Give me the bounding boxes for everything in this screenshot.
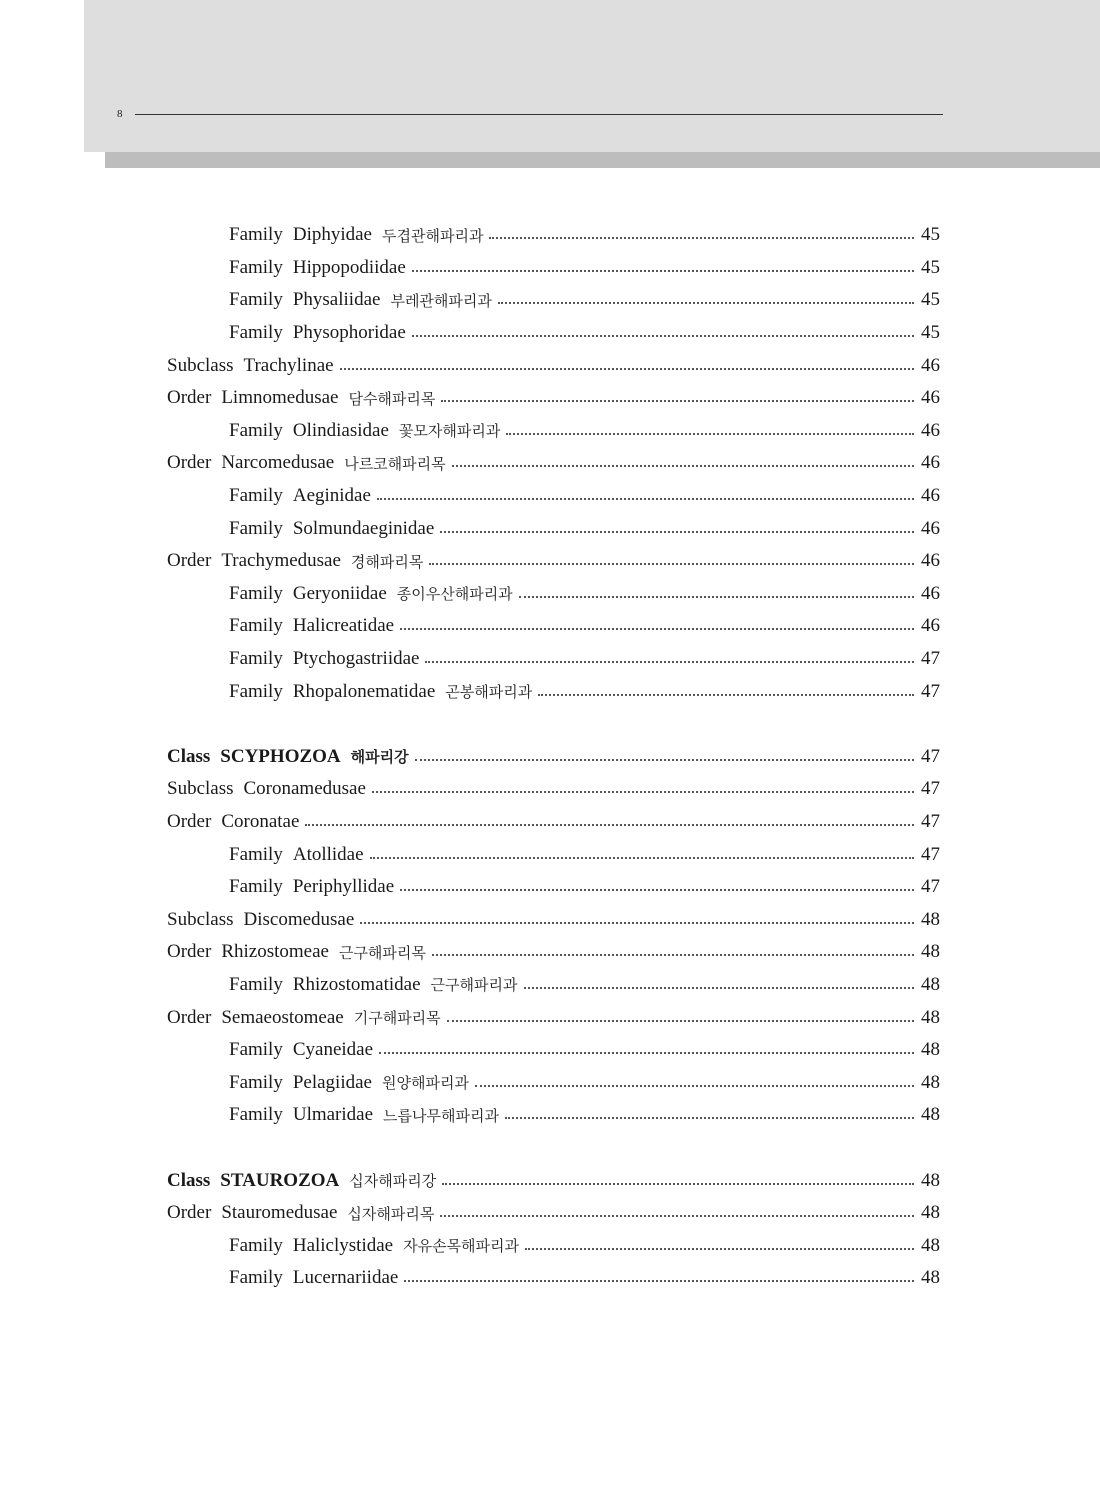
toc-entry[interactable] xyxy=(167,415,940,448)
toc-rank: Order xyxy=(167,1202,212,1224)
toc-entry[interactable] xyxy=(167,1099,940,1132)
toc-page-number: 48 xyxy=(921,1039,940,1061)
header-band xyxy=(84,0,1100,152)
toc-page-number: 46 xyxy=(921,452,940,474)
toc-page-number: 47 xyxy=(921,843,940,865)
dot-leader xyxy=(429,563,914,565)
toc-page-number: 46 xyxy=(921,354,940,376)
toc-scientific-name: STAUROZOA xyxy=(220,1169,340,1191)
dot-leader xyxy=(506,433,914,435)
toc-scientific-name: Diphyidae xyxy=(292,224,372,246)
toc-rank: Family xyxy=(229,1267,283,1289)
toc-entry[interactable] xyxy=(167,675,940,708)
toc-korean-name: 원양해파리과 xyxy=(381,1074,469,1093)
toc-scientific-name: Rhizostomeae xyxy=(221,941,329,963)
toc-entry[interactable] xyxy=(167,610,940,643)
toc-entry[interactable] xyxy=(167,317,940,350)
toc-page-number: 48 xyxy=(921,1169,940,1191)
toc-scientific-name: Narcomedusae xyxy=(221,452,335,474)
table-of-contents xyxy=(167,219,940,1295)
toc-page-number: 47 xyxy=(921,648,940,670)
dot-leader xyxy=(475,1085,914,1087)
toc-korean-name: 경해파리목 xyxy=(350,552,424,571)
toc-entry[interactable] xyxy=(167,741,940,774)
toc-entry[interactable] xyxy=(167,284,940,317)
toc-page-number: 46 xyxy=(921,419,940,441)
toc-page-number: 48 xyxy=(921,973,940,995)
dot-leader xyxy=(519,596,914,598)
toc-rank: Class xyxy=(167,745,211,767)
dot-leader xyxy=(442,1183,914,1185)
toc-page-number: 48 xyxy=(921,1006,940,1028)
toc-page-number: 47 xyxy=(921,810,940,832)
toc-entry[interactable] xyxy=(167,806,940,839)
dot-leader xyxy=(524,987,915,989)
toc-rank: Family xyxy=(229,419,283,441)
toc-entry[interactable] xyxy=(167,1001,940,1034)
toc-korean-name: 두겹관해파리과 xyxy=(382,226,484,245)
toc-rank: Order xyxy=(167,550,212,572)
toc-rank: Family xyxy=(229,322,283,344)
toc-scientific-name: Geryoniidae xyxy=(292,582,387,604)
toc-scientific-name: Lucernariidae xyxy=(292,1267,399,1289)
toc-page-number: 45 xyxy=(921,256,940,278)
toc-rank: Family xyxy=(229,973,283,995)
dot-leader xyxy=(404,1280,914,1282)
toc-scientific-name: Rhopalonematidae xyxy=(292,680,436,702)
toc-entry[interactable] xyxy=(167,1262,940,1295)
toc-entry[interactable] xyxy=(167,1197,940,1230)
toc-page-number: 47 xyxy=(921,680,940,702)
dot-leader xyxy=(372,791,914,793)
toc-scientific-name: Stauromedusae xyxy=(221,1202,338,1224)
toc-rank: Family xyxy=(229,1104,283,1126)
toc-scientific-name: Physophoridae xyxy=(292,322,406,344)
toc-rank: Subclass xyxy=(167,778,234,800)
dot-leader xyxy=(415,759,914,761)
toc-korean-name: 자유손목해파리과 xyxy=(403,1237,520,1256)
toc-korean-name: 나르코해파리목 xyxy=(344,454,446,473)
toc-entry[interactable] xyxy=(167,1164,940,1197)
dot-leader xyxy=(505,1117,914,1119)
page-number: 8 xyxy=(117,108,123,120)
toc-page-number: 47 xyxy=(921,778,940,800)
dot-leader xyxy=(305,824,914,826)
toc-scientific-name: Cyaneidae xyxy=(292,1039,374,1061)
toc-rank: Family xyxy=(229,1039,283,1061)
toc-entry[interactable] xyxy=(167,838,940,871)
toc-korean-name: 근구해파리목 xyxy=(338,943,426,962)
toc-rank: Family xyxy=(229,256,283,278)
toc-entry[interactable] xyxy=(167,447,940,480)
toc-entry[interactable] xyxy=(167,219,940,252)
toc-rank: Family xyxy=(229,517,283,539)
toc-entry[interactable] xyxy=(167,480,940,513)
toc-scientific-name: Hippopodiidae xyxy=(292,256,406,278)
toc-rank: Family xyxy=(229,224,283,246)
dot-leader xyxy=(440,1215,914,1217)
toc-page-number: 45 xyxy=(921,224,940,246)
dot-leader xyxy=(400,628,914,630)
toc-rank: Order xyxy=(167,387,212,409)
toc-scientific-name: Limnomedusae xyxy=(221,387,339,409)
toc-scientific-name: Semaeostomeae xyxy=(221,1006,344,1028)
toc-rank: Order xyxy=(167,452,212,474)
toc-page-number: 46 xyxy=(921,582,940,604)
toc-page-number: 47 xyxy=(921,745,940,767)
dot-leader xyxy=(412,335,914,337)
toc-rank: Order xyxy=(167,941,212,963)
toc-scientific-name: Trachymedusae xyxy=(221,550,341,572)
toc-entry[interactable] xyxy=(167,382,940,415)
toc-rank: Family xyxy=(229,876,283,898)
toc-rank: Family xyxy=(229,485,283,507)
toc-rank: Family xyxy=(229,843,283,865)
dot-leader xyxy=(432,954,914,956)
section-gap xyxy=(167,708,940,741)
toc-rank: Subclass xyxy=(167,908,234,930)
dot-leader xyxy=(340,368,914,370)
toc-page-number: 46 xyxy=(921,485,940,507)
dot-leader xyxy=(441,400,914,402)
toc-rank: Order xyxy=(167,1006,212,1028)
toc-rank: Family xyxy=(229,1234,283,1256)
header-shadow-bar xyxy=(105,152,1100,168)
toc-rank: Family xyxy=(229,615,283,637)
toc-entry[interactable] xyxy=(167,545,940,578)
toc-page-number: 48 xyxy=(921,1202,940,1224)
toc-korean-name: 해파리강 xyxy=(350,748,409,767)
toc-scientific-name: Pelagiidae xyxy=(292,1071,372,1093)
section-gap xyxy=(167,1132,940,1165)
toc-rank: Family xyxy=(229,582,283,604)
toc-scientific-name: Atollidae xyxy=(292,843,364,865)
toc-page-number: 46 xyxy=(921,387,940,409)
toc-rank: Family xyxy=(229,648,283,670)
dot-leader xyxy=(525,1248,914,1250)
toc-entry[interactable] xyxy=(167,1034,940,1067)
toc-page-number: 45 xyxy=(921,289,940,311)
toc-korean-name: 담수해파리목 xyxy=(348,389,436,408)
toc-entry[interactable] xyxy=(167,643,940,676)
toc-entry[interactable] xyxy=(167,252,940,285)
dot-leader xyxy=(412,270,914,272)
toc-page-number: 48 xyxy=(921,1071,940,1093)
toc-page-number: 45 xyxy=(921,322,940,344)
dot-leader xyxy=(379,1052,914,1054)
toc-rank: Subclass xyxy=(167,354,234,376)
toc-entry[interactable] xyxy=(167,578,940,611)
toc-scientific-name: Coronamedusae xyxy=(243,778,366,800)
toc-korean-name: 기구해파리목 xyxy=(353,1009,441,1028)
toc-scientific-name: Discomedusae xyxy=(243,908,355,930)
toc-page-number: 46 xyxy=(921,550,940,572)
toc-page-number: 47 xyxy=(921,876,940,898)
toc-page-number: 48 xyxy=(921,908,940,930)
toc-rank: Order xyxy=(167,810,212,832)
toc-page-number: 48 xyxy=(921,1104,940,1126)
toc-entry[interactable] xyxy=(167,1229,940,1262)
toc-scientific-name: Periphyllidae xyxy=(292,876,395,898)
toc-scientific-name: SCYPHOZOA xyxy=(220,745,341,767)
toc-scientific-name: Haliclystidae xyxy=(292,1234,394,1256)
dot-leader xyxy=(498,302,914,304)
dot-leader xyxy=(425,661,914,663)
toc-korean-name: 종이우산해파리과 xyxy=(396,585,513,604)
toc-scientific-name: Rhizostomatidae xyxy=(292,973,421,995)
toc-page-number: 48 xyxy=(921,1267,940,1289)
toc-entry[interactable] xyxy=(167,969,940,1002)
toc-scientific-name: Ptychogastriidae xyxy=(292,648,420,670)
toc-page-number: 46 xyxy=(921,517,940,539)
toc-scientific-name: Solmundaeginidae xyxy=(292,517,435,539)
toc-korean-name: 곤봉해파리과 xyxy=(445,683,533,702)
toc-rank: Family xyxy=(229,1071,283,1093)
toc-scientific-name: Aeginidae xyxy=(292,485,371,507)
dot-leader xyxy=(360,922,914,924)
toc-entry[interactable] xyxy=(167,773,940,806)
toc-korean-name: 근구해파리과 xyxy=(430,976,518,995)
toc-rank: Class xyxy=(167,1169,211,1191)
toc-rank: Family xyxy=(229,289,283,311)
dot-leader xyxy=(447,1020,914,1022)
dot-leader xyxy=(377,498,914,500)
toc-scientific-name: Physaliidae xyxy=(292,289,381,311)
dot-leader xyxy=(538,694,914,696)
toc-rank: Family xyxy=(229,680,283,702)
toc-scientific-name: Ulmaridae xyxy=(292,1104,374,1126)
dot-leader xyxy=(370,857,914,859)
toc-entry[interactable] xyxy=(167,936,940,969)
toc-page-number: 46 xyxy=(921,615,940,637)
toc-scientific-name: Coronatae xyxy=(221,810,300,832)
header-rule xyxy=(135,114,943,115)
dot-leader xyxy=(440,531,914,533)
dot-leader xyxy=(489,237,914,239)
toc-entry[interactable] xyxy=(167,903,940,936)
toc-entry[interactable] xyxy=(167,349,940,382)
toc-korean-name: 느릅나무해파리과 xyxy=(383,1106,499,1125)
dot-leader xyxy=(400,889,914,891)
toc-scientific-name: Olindiasidae xyxy=(292,419,389,441)
toc-korean-name: 부레관해파리과 xyxy=(390,291,492,310)
toc-korean-name: 십자해파리강 xyxy=(349,1172,437,1191)
toc-entry[interactable] xyxy=(167,1066,940,1099)
toc-entry[interactable] xyxy=(167,512,940,545)
toc-scientific-name: Trachylinae xyxy=(243,354,334,376)
toc-korean-name: 꽃모자해파리과 xyxy=(398,422,501,441)
toc-entry[interactable] xyxy=(167,871,940,904)
toc-korean-name: 십자해파리목 xyxy=(347,1204,435,1223)
toc-page-number: 48 xyxy=(921,1234,940,1256)
toc-page-number: 48 xyxy=(921,941,940,963)
toc-scientific-name: Halicreatidae xyxy=(292,615,395,637)
dot-leader xyxy=(452,465,914,467)
